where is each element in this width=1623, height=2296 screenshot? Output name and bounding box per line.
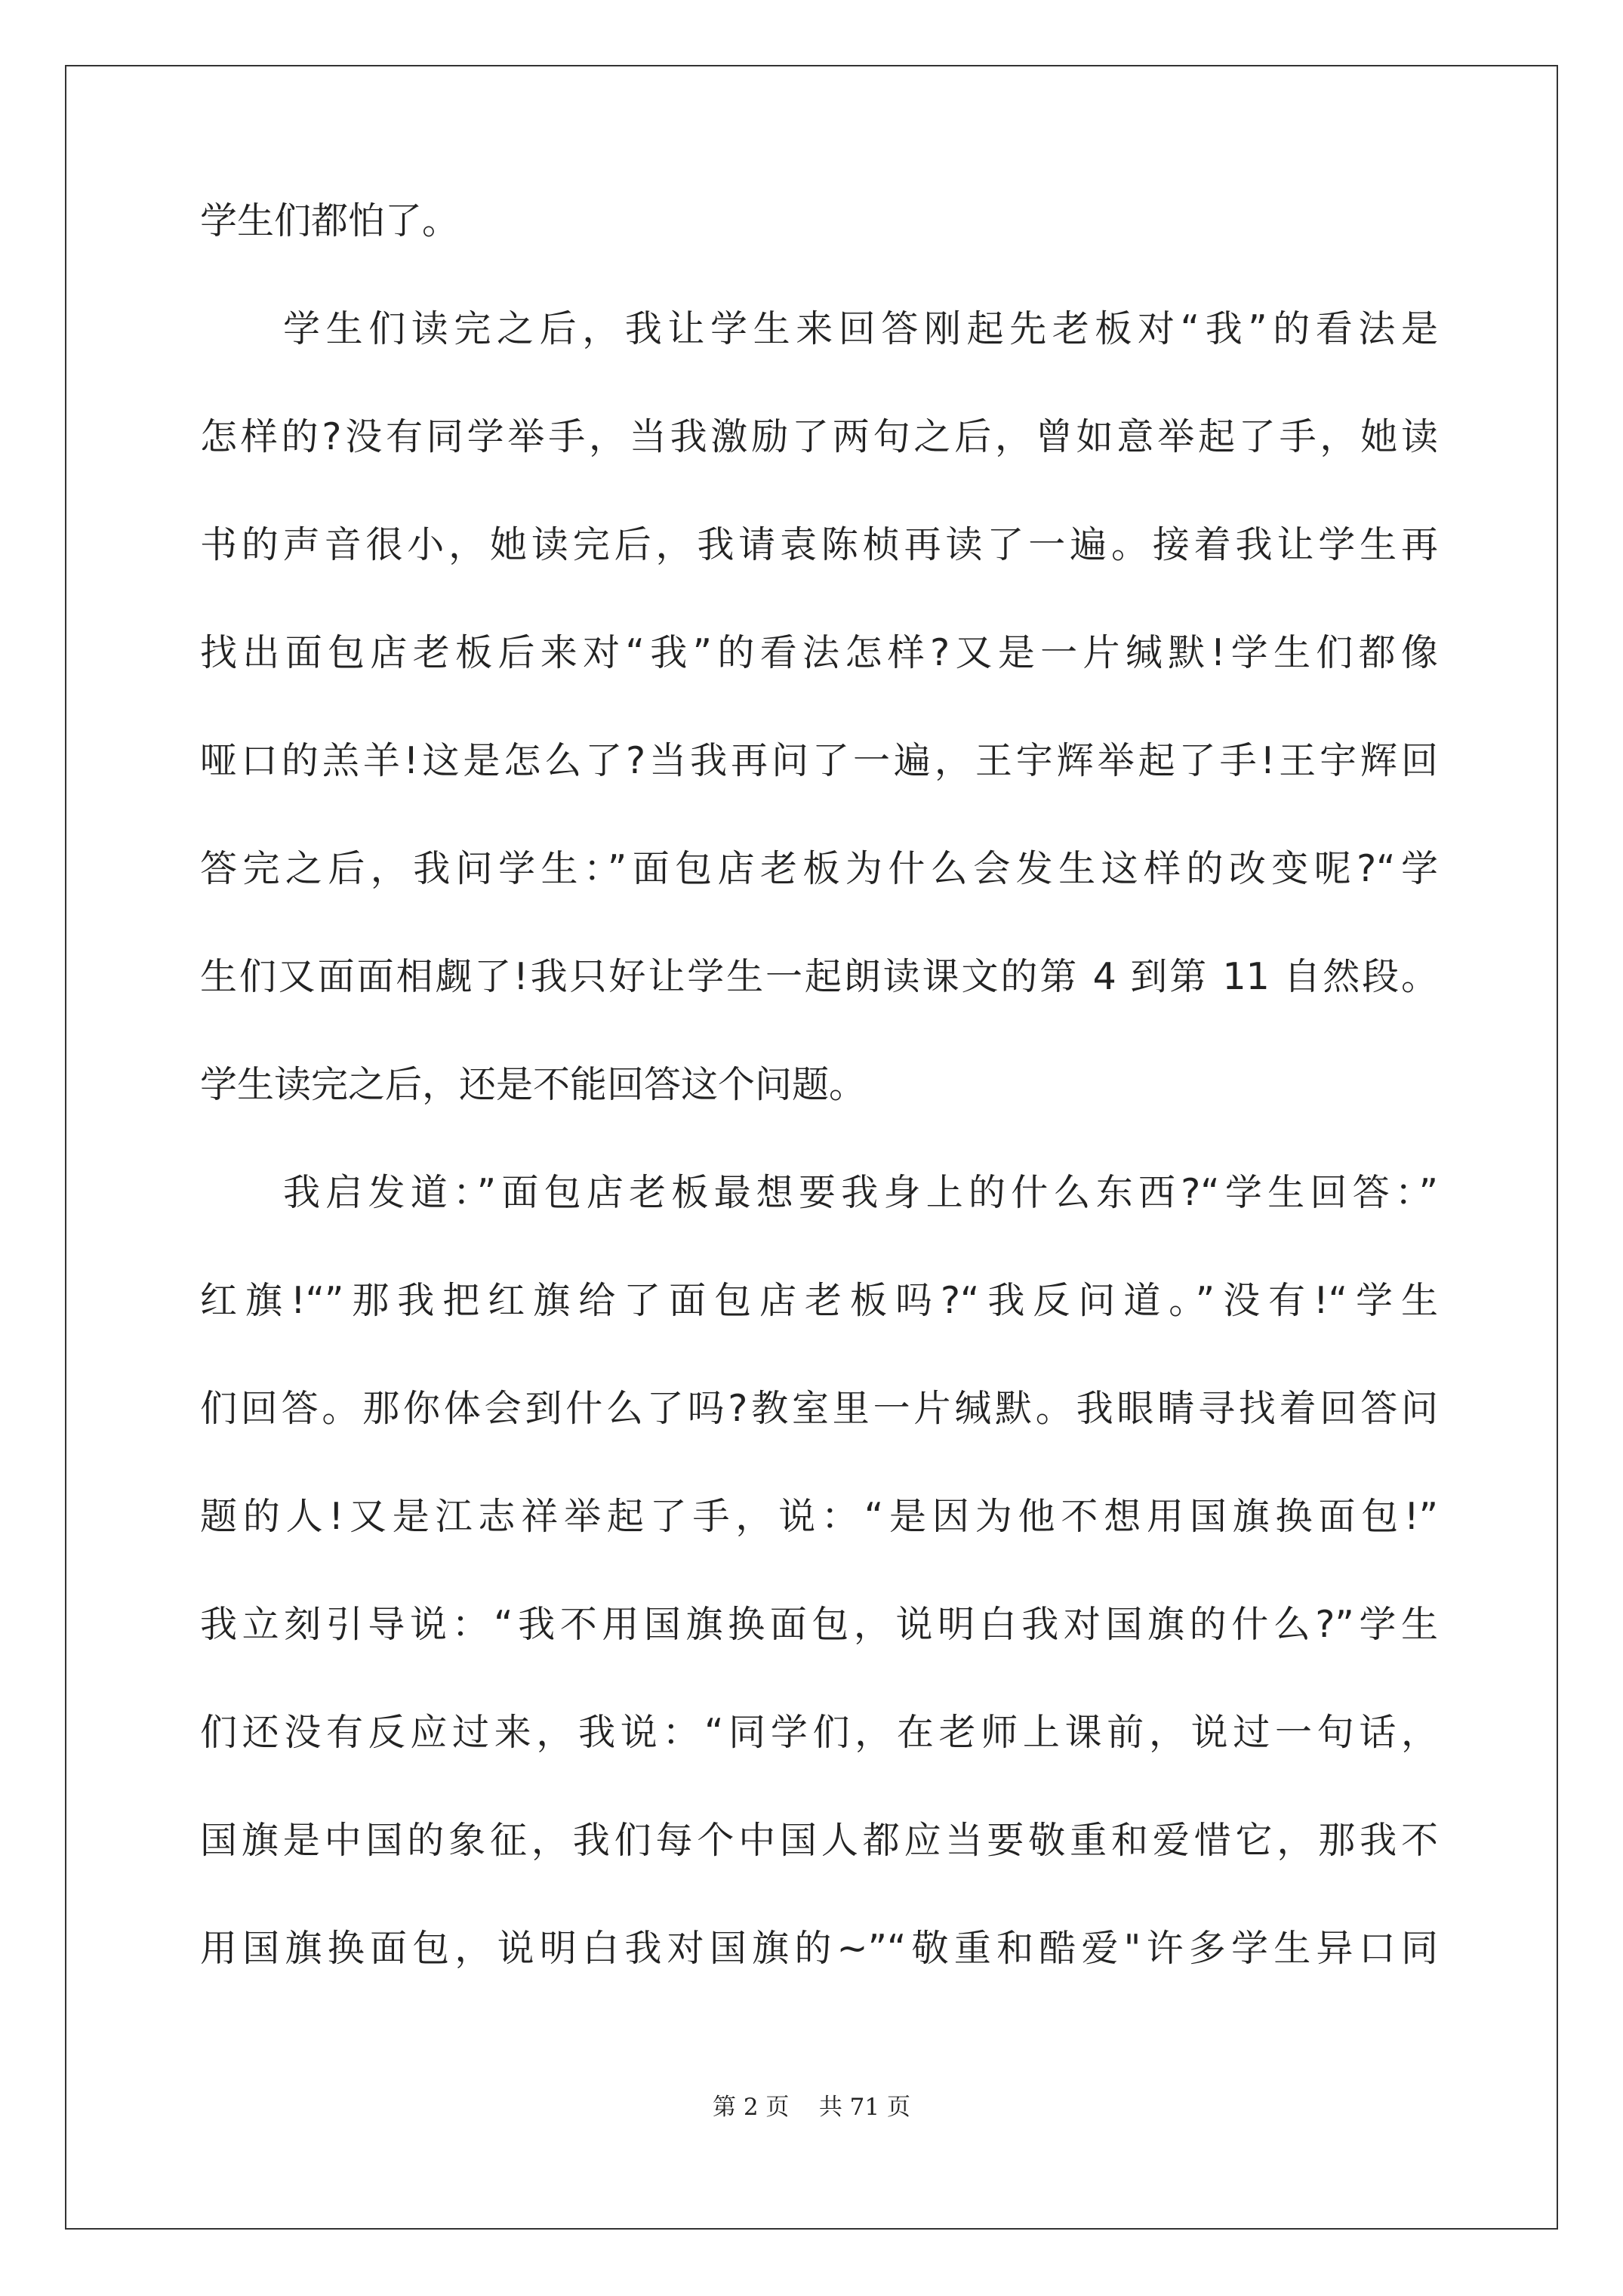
text-line: 学生读完之后，还是不能回答这个问题。 xyxy=(200,1063,867,1106)
text-line: 哑口的羔羊!这是怎么了?当我再问了一遍，王宇辉举起了手!王宇辉回 xyxy=(200,739,1438,782)
text-line: 国旗是中国的象征，我们每个中国人都应当要敬重和爱惜它，那我不 xyxy=(200,1819,1438,1862)
text-line: 生们又面面相觑了!我只好让学生一起朗读课文的第 4 到第 11 自然段。 xyxy=(200,955,1438,998)
document-body xyxy=(200,195,1438,2030)
text-line: 怎样的?没有同学举手，当我激励了两句之后，曾如意举起了手，她读 xyxy=(200,415,1438,458)
text-line: 学生们读完之后，我让学生来回答刚起先老板对“我”的看法是 xyxy=(283,307,1438,350)
text-line: 学生们都怕了。 xyxy=(200,199,460,242)
text-line: 们回答。那你体会到什么了吗?教室里一片缄默。我眼睛寻找着回答问 xyxy=(200,1387,1438,1430)
text-line: 找出面包店老板后来对“我”的看法怎样?又是一片缄默!学生们都像 xyxy=(200,631,1438,674)
text-line: 红旗!“”那我把红旗给了面包店老板吗?“我反问道。”没有!“学生 xyxy=(200,1279,1438,1322)
text-line: 用国旗换面包，说明白我对国旗的~”“敬重和酷爱"许多学生异口同 xyxy=(200,1927,1438,1970)
text-line: 答完之后，我问学生：”面包店老板为什么会发生这样的改变呢?“学 xyxy=(200,847,1438,890)
text-line: 我启发道：”面包店老板最想要我身上的什么东西?“学生回答：” xyxy=(283,1171,1438,1214)
page-footer: 第 2 页 共 71 页 xyxy=(712,2094,910,2121)
text-line: 我立刻引导说：“我不用国旗换面包，说明白我对国旗的什么?”学生 xyxy=(200,1603,1438,1646)
text-line: 们还没有反应过来，我说：“同学们，在老师上课前，说过一句话， xyxy=(200,1711,1438,1754)
text-line: 题的人!又是江志祥举起了手，说：“是因为他不想用国旗换面包!” xyxy=(200,1495,1438,1538)
text-line: 书的声音很小，她读完后，我请袁陈桢再读了一遍。接着我让学生再 xyxy=(200,523,1438,566)
